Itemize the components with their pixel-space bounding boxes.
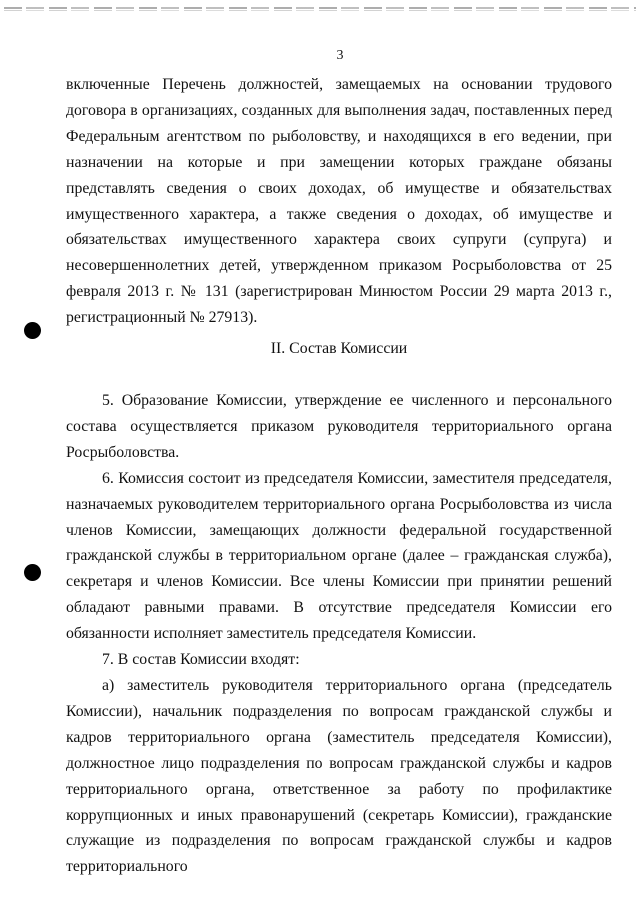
scan-edge-artifact (4, 7, 636, 9)
paragraph-7: 7. В состав Комиссии входят: (102, 651, 300, 669)
paragraph-7a: а) заместитель руководителя территориального органа (председатель Комиссии), начальник подразделения по вопросам гражданской службы и кадров территориального органа (заместитель председателя Комиссии), должностное лицо подразделения по вопросам гражданской службы и кадров территориального органа, ответственное за работу по профилактике коррупционных и иных правонарушений (секретарь Комиссии), гражданские служащие из подразделения по вопросам гражданской службы и кадров территориального (66, 676, 612, 876)
intro-paragraph-block (66, 72, 612, 331)
section-heading: II. Состав Комиссии (270, 340, 408, 357)
punch-hole-top (24, 322, 41, 339)
punch-hole-bottom (24, 564, 41, 581)
section-body (66, 388, 612, 880)
page-number: 3 (336, 48, 344, 63)
scan-edge-artifact-thin (4, 10, 636, 11)
paragraph-5: 5. Образование Комиссии, утверждение ее численного и персонального состава осуществляется приказом руководителя территориального органа Росрыболовства. (66, 392, 612, 461)
intro-paragraph: включенные Перечень должностей, замещаемых на основании трудового договора в организациях, созданных для выполнения задач, поставленных перед Федеральным агентством по рыболовству, и находящихся в его ведении, при назначении на которые и при замещении которых граждане обязаны представлять сведения о своих доходах, об имуществе и обязательствах имущественного характера, а также сведения о доходах, об имуществе и обязательствах имущественного характера своих супруги (супруга) и несовершеннолетних детей, утвержденном приказом Росрыболовства от 25 февраля 2013 г. № 131 (зарегистрирован Минюстом России 29 марта 2013 г., регистрационный № 27913). (66, 76, 612, 327)
paragraph-6: 6. Комиссия состоит из председателя Комиссии, заместителя председателя, назначаемых руководителем территориального органа Росрыболовства из числа членов Комиссии, замещающих должности федеральной государственной гражданской службы в территориальном органе (далее – гражданская служба), секретаря и членов Комиссии. Все члены Комиссии при принятии решений обладают равными правами. В отсутствие председателя Комиссии его обязанности исполняет заместитель председателя Комиссии. (66, 469, 612, 643)
